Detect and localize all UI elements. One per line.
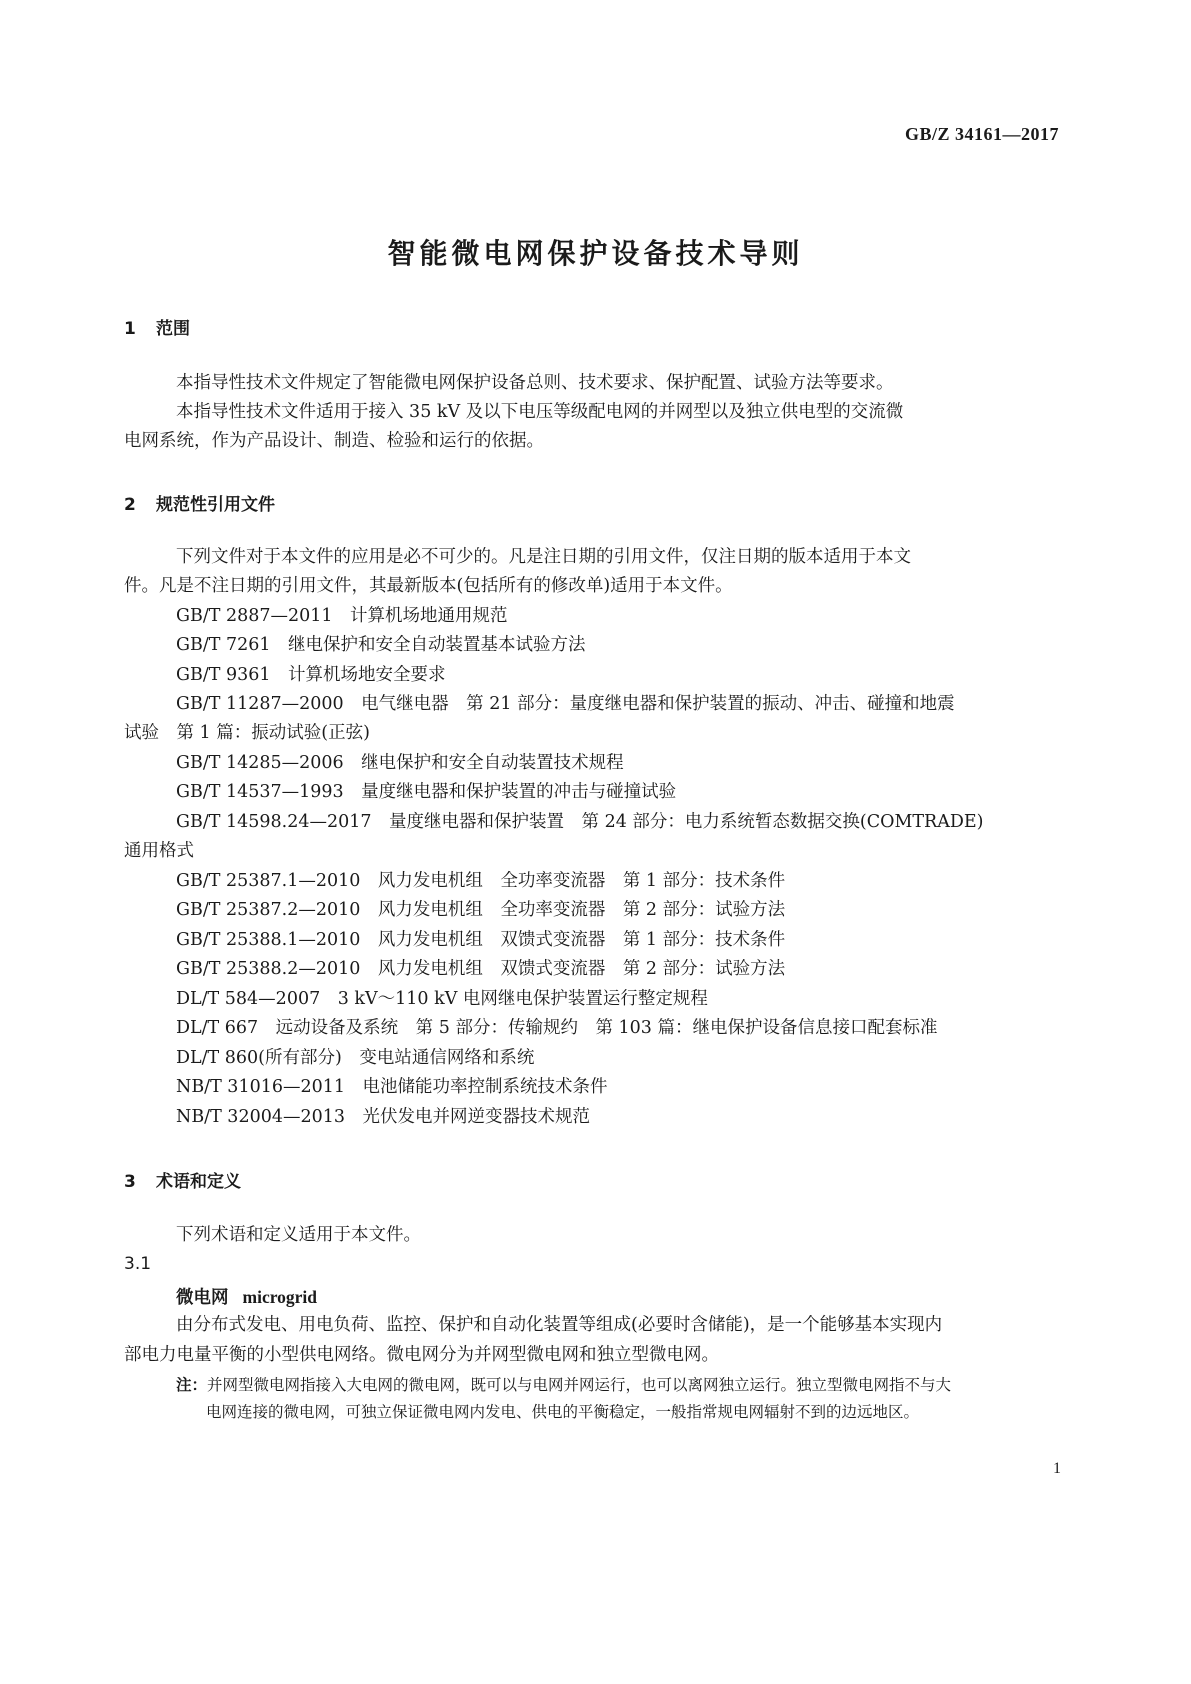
- reference-item: NB/T 31016—2011 电池储能功率控制系统技术条件: [176, 1077, 608, 1097]
- reference-item: GB/T 14285—2006 继电保护和安全自动装置技术规程: [176, 753, 624, 773]
- reference-item: DL/T 860(所有部分) 变电站通信网络和系统: [176, 1048, 535, 1068]
- paragraph-line: 本指导性技术文件适用于接入 35 kV 及以下电压等级配电网的并网型以及独立供电型的交流微: [176, 402, 904, 422]
- section-number: 3: [124, 1172, 136, 1192]
- section-heading-normative-references: [124, 490, 275, 515]
- section-heading-terms-definitions: [124, 1167, 241, 1192]
- term-definition-line: 部电力电量平衡的小型供电网络。微电网分为并网型微电网和独立型微电网。: [124, 1345, 719, 1365]
- section-heading-scope: [124, 314, 190, 339]
- section-number: 2: [124, 495, 136, 515]
- section-title: 范围: [156, 319, 190, 339]
- reference-item: GB/T 14537—1993 量度继电器和保护装置的冲击与碰撞试验: [176, 782, 677, 802]
- reference-item: GB/T 25387.2—2010 风力发电机组 全功率变流器 第 2 部分：试验方法: [176, 900, 786, 920]
- paragraph-line: 下列术语和定义适用于本文件。: [176, 1225, 421, 1245]
- reference-item: NB/T 32004—2013 光伏发电并网逆变器技术规范: [176, 1107, 591, 1127]
- note-label: 注：: [176, 1376, 208, 1394]
- page-number: 1: [1053, 1460, 1061, 1477]
- term-name-cn: 微电网: [176, 1288, 229, 1308]
- paragraph-line: 下列文件对于本文件的应用是必不可少的。凡是注日期的引用文件，仅注日期的版本适用于本文: [176, 547, 911, 567]
- standard-code: GB/Z 34161—2017: [904, 124, 1059, 144]
- section-number: 1: [124, 319, 136, 339]
- term-name-en: microgrid: [242, 1287, 318, 1307]
- reference-item: DL/T 667 远动设备及系统 第 5 部分：传输规约 第 103 篇：继电保护设备信息接口配套标准: [176, 1018, 938, 1038]
- term-name: [176, 1284, 317, 1309]
- paragraph-line: 本指导性技术文件规定了智能微电网保护设备总则、技术要求、保护配置、试验方法等要求。: [176, 373, 894, 393]
- section-title: 术语和定义: [156, 1172, 241, 1192]
- paragraph-line: 件。凡是不注日期的引用文件，其最新版本(包括所有的修改单)适用于本文件。: [124, 576, 733, 596]
- reference-item: GB/T 14598.24—2017 量度继电器和保护装置 第 24 部分：电力系统暂态数据交换(COMTRADE): [176, 812, 984, 832]
- note-line: 电网连接的微电网，可独立保证微电网内发电、供电的平衡稳定，一般指常规电网辐射不到的边远地区。: [206, 1403, 920, 1421]
- term-number: 3.1: [124, 1254, 152, 1274]
- paragraph-line: 电网系统，作为产品设计、制造、检验和运行的依据。: [124, 431, 544, 451]
- document-title: 智能微电网保护设备技术导则: [387, 237, 804, 270]
- reference-item: GB/T 11287—2000 电气继电器 第 21 部分：量度继电器和保护装置的振动、冲击、碰撞和地震: [176, 694, 955, 714]
- reference-item: GB/T 25388.1—2010 风力发电机组 双馈式变流器 第 1 部分：技术条件: [176, 930, 786, 950]
- term-note: [176, 1372, 951, 1398]
- reference-item: GB/T 9361 计算机场地安全要求: [176, 665, 446, 685]
- section-title: 规范性引用文件: [156, 495, 275, 515]
- reference-item-continuation: 通用格式: [124, 841, 194, 861]
- term-definition-line: 由分布式发电、用电负荷、监控、保护和自动化装置等组成(必要时含储能)，是一个能够基本实现内: [176, 1315, 943, 1335]
- reference-item-continuation: 试验 第 1 篇：振动试验(正弦): [124, 723, 370, 743]
- note-line: 并网型微电网指接入大电网的微电网，既可以与电网并网运行，也可以离网独立运行。独立型微电网指不与大: [207, 1376, 952, 1394]
- reference-item: GB/T 7261 继电保护和安全自动装置基本试验方法: [176, 635, 586, 655]
- reference-item: GB/T 25388.2—2010 风力发电机组 双馈式变流器 第 2 部分：试验方法: [176, 959, 786, 979]
- reference-item: GB/T 2887—2011 计算机场地通用规范: [176, 606, 508, 626]
- reference-item: GB/T 25387.1—2010 风力发电机组 全功率变流器 第 1 部分：技术条件: [176, 871, 786, 891]
- reference-item: DL/T 584—2007 3 kV～110 kV 电网继电保护装置运行整定规程: [176, 989, 708, 1009]
